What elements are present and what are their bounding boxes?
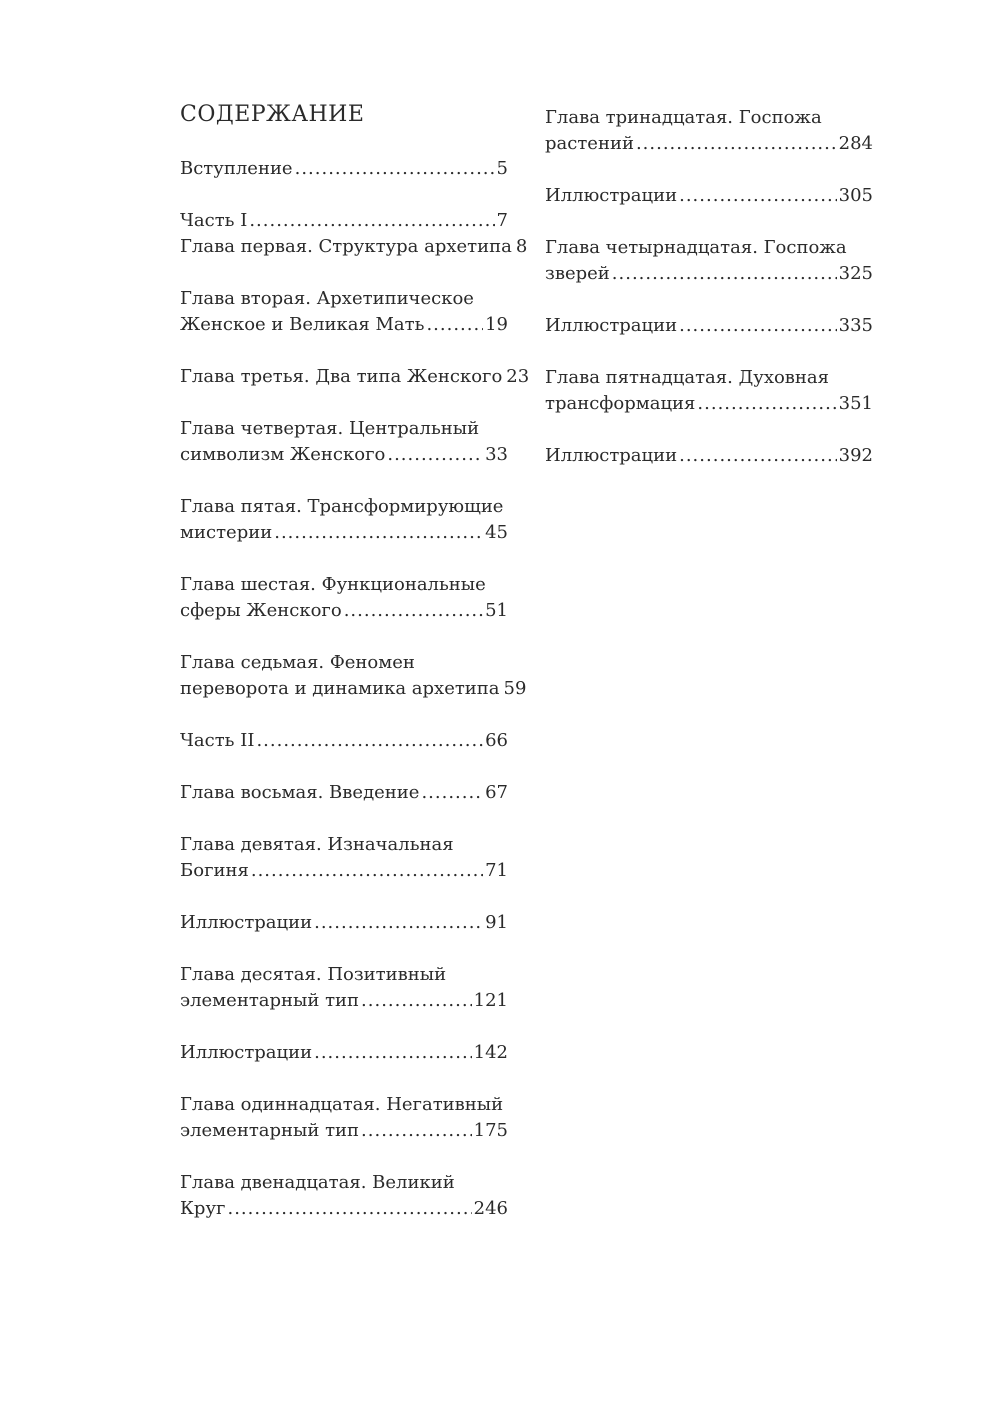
toc-page-number: 305 xyxy=(838,185,873,206)
toc-entry-label: Иллюстрации xyxy=(180,1042,313,1063)
toc-entry[interactable] xyxy=(180,234,528,260)
dot-leader xyxy=(387,442,483,468)
toc-entry[interactable] xyxy=(180,494,508,546)
toc-page-number: 142 xyxy=(473,1042,508,1063)
toc-page-number: 59 xyxy=(503,678,527,699)
toc-entry[interactable] xyxy=(180,910,508,936)
toc-page-number: 71 xyxy=(485,860,508,881)
toc-entry[interactable] xyxy=(545,365,873,417)
dot-leader xyxy=(361,1118,472,1144)
toc-entry[interactable] xyxy=(545,313,873,339)
toc-entry[interactable] xyxy=(545,235,873,287)
toc-page-number: 67 xyxy=(485,782,508,803)
toc-entry-title: Глава двенадцатая. Великий xyxy=(180,1172,455,1193)
toc-page-number: 19 xyxy=(485,314,508,335)
dot-leader xyxy=(227,1196,471,1222)
toc-entry[interactable] xyxy=(180,286,508,338)
toc-entry-label: мистерии xyxy=(180,522,273,543)
toc-entry-title: Глава девятая. Изначальная xyxy=(180,834,454,855)
dot-leader xyxy=(679,313,837,339)
toc-entry-title: Глава одиннадцатая. Негативный xyxy=(180,1094,504,1115)
toc-entry[interactable] xyxy=(545,443,873,469)
toc-entry-label: Иллюстрации xyxy=(545,185,678,206)
toc-entry-title: Глава пятнадцатая. Духовная xyxy=(545,367,830,388)
dot-leader xyxy=(251,858,483,884)
toc-entry-label: символизм Женского xyxy=(180,444,386,465)
toc-page-number: 66 xyxy=(485,730,508,751)
dot-leader xyxy=(344,598,483,624)
toc-entry[interactable] xyxy=(180,208,508,234)
toc-page-number: 91 xyxy=(485,912,508,933)
toc-entry-title: Глава десятая. Позитивный xyxy=(180,964,447,985)
toc-entry-title: Глава вторая. Архетипическое xyxy=(180,288,474,309)
dot-leader xyxy=(295,156,495,182)
toc-entry-label: растений xyxy=(545,133,634,154)
toc-page-number: 351 xyxy=(838,393,873,414)
toc-entry-label: сферы Женского xyxy=(180,600,342,621)
toc-entry[interactable] xyxy=(545,105,873,157)
toc-entry[interactable] xyxy=(180,1040,508,1066)
dot-leader xyxy=(636,131,837,157)
toc-entry[interactable] xyxy=(545,183,873,209)
toc-column-right xyxy=(545,105,873,495)
toc-entry-title: Глава четвертая. Центральный xyxy=(180,418,480,439)
toc-entry[interactable] xyxy=(180,728,508,754)
dot-leader xyxy=(249,208,494,234)
toc-entry[interactable] xyxy=(180,416,508,468)
toc-page-number: 175 xyxy=(473,1120,508,1141)
page-title: СОДЕРЖАНИЕ xyxy=(180,102,365,127)
toc-entry-label: трансформация xyxy=(545,393,696,414)
dot-leader xyxy=(256,728,483,754)
dot-leader xyxy=(421,780,483,806)
toc-entry[interactable] xyxy=(180,364,530,390)
toc-entry[interactable] xyxy=(180,1092,508,1144)
toc-entry-title: Глава тринадцатая. Госпожа xyxy=(545,107,822,128)
toc-entry-label: Иллюстрации xyxy=(180,912,313,933)
toc-entry-label: Глава третья. Два типа Женского xyxy=(180,366,503,387)
toc-entry[interactable] xyxy=(180,962,508,1014)
dot-leader xyxy=(274,520,483,546)
toc-entry-label: Часть I xyxy=(180,210,248,231)
toc-entry-label: зверей xyxy=(545,263,610,284)
toc-entry-label: Глава восьмая. Введение xyxy=(180,782,420,803)
toc-page-number: 33 xyxy=(485,444,508,465)
toc-entry-label: элементарный тип xyxy=(180,990,360,1011)
dot-leader xyxy=(361,988,472,1014)
toc-page-number: 5 xyxy=(496,158,508,179)
toc-entry-label: Глава первая. Структура архетипа xyxy=(180,236,512,257)
toc-page-number: 121 xyxy=(473,990,508,1011)
toc-page-number: 325 xyxy=(838,263,873,284)
toc-entry[interactable] xyxy=(180,156,508,182)
dot-leader xyxy=(314,910,483,936)
toc-entry-label: Часть II xyxy=(180,730,255,751)
dot-leader xyxy=(697,391,836,417)
toc-page-number: 284 xyxy=(838,133,873,154)
toc-entry-label: элементарный тип xyxy=(180,1120,360,1141)
toc-column-left xyxy=(180,156,530,1248)
toc-entry-label: Богиня xyxy=(180,860,249,881)
dot-leader xyxy=(679,443,837,469)
toc-entry[interactable] xyxy=(180,832,508,884)
toc-entry[interactable] xyxy=(180,780,508,806)
dot-leader xyxy=(426,312,483,338)
toc-entry-label: переворота и динамика архетипа xyxy=(180,678,500,699)
dot-leader xyxy=(612,261,837,287)
toc-entry-title: Глава шестая. Функциональные xyxy=(180,574,486,595)
toc-page-number: 392 xyxy=(838,445,873,466)
toc-entry[interactable] xyxy=(180,572,508,624)
toc-entry-title: Глава седьмая. Феномен xyxy=(180,652,415,673)
toc-entry-label: Женское и Великая Мать xyxy=(180,314,425,335)
toc-entry[interactable] xyxy=(180,650,527,702)
toc-page-number: 335 xyxy=(838,315,873,336)
dot-leader xyxy=(679,183,837,209)
toc-entry-label: Иллюстрации xyxy=(545,315,678,336)
toc-page-number: 23 xyxy=(506,366,530,387)
dot-leader xyxy=(314,1040,472,1066)
toc-entry-label: Вступление xyxy=(180,158,293,179)
toc-entry-title: Глава четырнадцатая. Госпожа xyxy=(545,237,847,258)
toc-page-number: 246 xyxy=(473,1198,508,1219)
toc-page-number: 8 xyxy=(515,236,528,257)
toc-entry-label: Иллюстрации xyxy=(545,445,678,466)
toc-entry[interactable] xyxy=(180,1170,508,1222)
toc-page-number: 45 xyxy=(485,522,508,543)
toc-page-number: 51 xyxy=(485,600,508,621)
toc-entry-label: Круг xyxy=(180,1198,226,1219)
toc-page-number: 7 xyxy=(496,210,508,231)
toc-entry-title: Глава пятая. Трансформирующие xyxy=(180,496,504,517)
